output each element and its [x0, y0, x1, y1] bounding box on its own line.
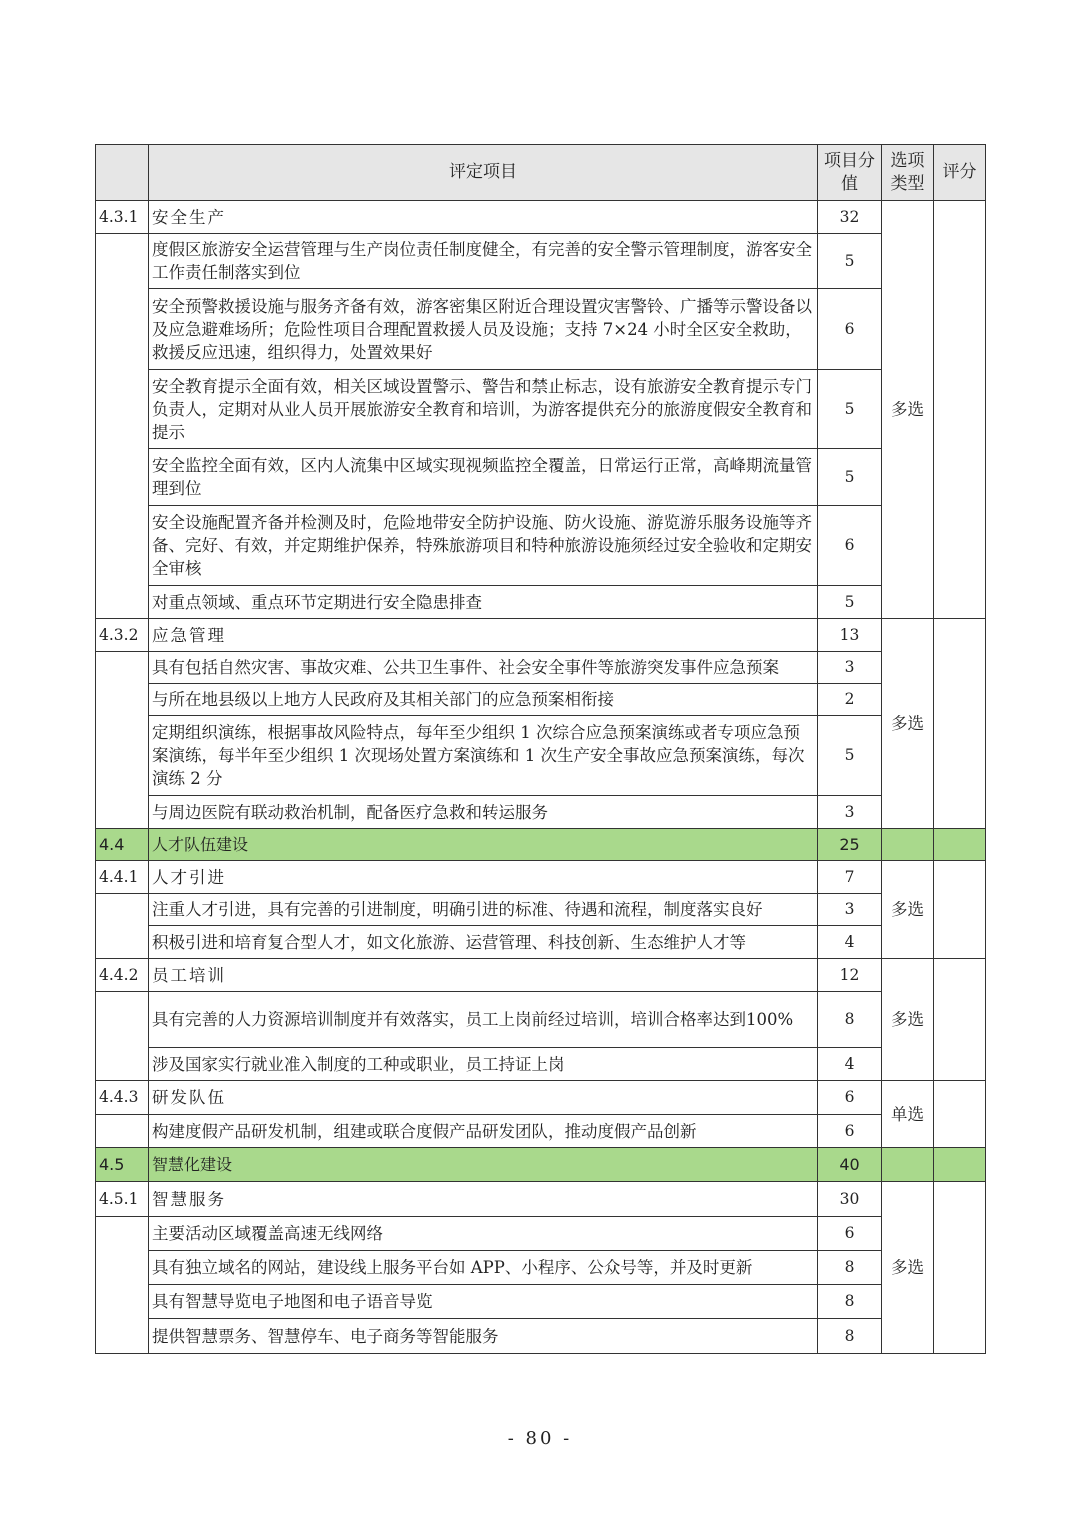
group-code: 4.4.3	[96, 1081, 149, 1115]
item-row	[96, 234, 986, 289]
group-code: 4.3.1	[96, 201, 149, 234]
item-text: 度假区旅游安全运营管理与生产岗位责任制度健全，有完善的安全警示管理制度，游客安全工作责任制落实到位	[149, 234, 818, 289]
header-rating: 评分	[934, 145, 986, 201]
item-score: 5	[818, 586, 882, 619]
item-text: 具有完善的人力资源培训制度并有效落实，员工上岗前经过培训，培训合格率达到100%	[149, 992, 818, 1048]
section-code: 4.4	[96, 829, 149, 861]
item-score: 6	[818, 289, 882, 370]
page-number: - 80 -	[507, 1428, 573, 1449]
item-score: 8	[818, 1251, 882, 1285]
item-row	[96, 992, 986, 1048]
section-rating-cell	[934, 1148, 986, 1182]
item-row	[96, 1251, 986, 1285]
group-score: 7	[818, 861, 882, 894]
item-score: 6	[818, 1217, 882, 1251]
item-row	[96, 1285, 986, 1319]
item-text: 主要活动区域覆盖高速无线网络	[149, 1217, 818, 1251]
group-code: 4.5.1	[96, 1182, 149, 1217]
option-type: 多选	[882, 619, 934, 829]
group-code: 4.3.2	[96, 619, 149, 652]
item-row	[96, 370, 986, 449]
item-score: 6	[818, 506, 882, 586]
group-title-row	[96, 959, 986, 992]
group-code: 4.4.1	[96, 861, 149, 894]
item-row	[96, 1115, 986, 1148]
group-title: 员工培训	[149, 959, 818, 992]
option-type: 多选	[882, 1182, 934, 1354]
group-score: 6	[818, 1081, 882, 1115]
item-text: 注重人才引进，具有完善的引进制度，明确引进的标准、待遇和流程，制度落实良好	[149, 894, 818, 926]
item-row	[96, 684, 986, 716]
option-type: 单选	[882, 1081, 934, 1148]
section-title: 人才队伍建设	[149, 829, 818, 861]
rating-cell	[934, 959, 986, 1081]
group-title-row	[96, 861, 986, 894]
item-text: 安全预警救援设施与服务齐备有效，游客密集区附近合理设置灾害警铃、广播等示警设备以及应急避难场所；危险性项目合理配置救援人员及设施；支持 7×24 小时全区安全救助，救援反应迅速，组织得力，处置效果好	[149, 289, 818, 370]
group-title-row	[96, 1182, 986, 1217]
header-type: 选项类型	[882, 145, 934, 201]
option-type: 多选	[882, 201, 934, 619]
item-row	[96, 716, 986, 796]
item-row	[96, 796, 986, 829]
rating-cell	[934, 201, 986, 619]
header-score: 项目分值	[818, 145, 882, 201]
item-score: 8	[818, 1319, 882, 1354]
group-title: 安全生产	[149, 201, 818, 234]
item-text: 安全教育提示全面有效，相关区域设置警示、警告和禁止标志，设有旅游安全教育提示专门负责人，定期对从业人员开展旅游安全教育和培训，为游客提供充分的旅游度假安全教育和提示	[149, 370, 818, 449]
rating-cell	[934, 861, 986, 959]
item-score: 5	[818, 716, 882, 796]
item-text: 对重点领域、重点环节定期进行安全隐患排查	[149, 586, 818, 619]
code-spacer	[96, 992, 149, 1081]
rating-cell	[934, 1081, 986, 1148]
item-row	[96, 506, 986, 586]
item-text: 积极引进和培育复合型人才，如文化旅游、运营管理、科技创新、生态维护人才等	[149, 926, 818, 959]
item-text: 具有独立域名的网站，建设线上服务平台如 APP、小程序、公众号等，并及时更新	[149, 1251, 818, 1285]
option-type: 多选	[882, 959, 934, 1081]
group-title-row	[96, 1081, 986, 1115]
item-text: 涉及国家实行就业准入制度的工种或职业，员工持证上岗	[149, 1048, 818, 1081]
group-title: 应急管理	[149, 619, 818, 652]
group-score: 13	[818, 619, 882, 652]
item-score: 5	[818, 234, 882, 289]
item-score: 3	[818, 894, 882, 926]
group-title-row	[96, 201, 986, 234]
header-code	[96, 145, 149, 201]
section-row	[96, 829, 986, 861]
code-spacer	[96, 652, 149, 829]
group-code: 4.4.2	[96, 959, 149, 992]
rating-cell	[934, 1182, 986, 1354]
section-row	[96, 1148, 986, 1182]
code-spacer	[96, 1115, 149, 1148]
section-score: 25	[818, 829, 882, 861]
item-score: 4	[818, 1048, 882, 1081]
group-score: 30	[818, 1182, 882, 1217]
item-text: 提供智慧票务、智慧停车、电子商务等智能服务	[149, 1319, 818, 1354]
item-row	[96, 926, 986, 959]
item-text: 与周边医院有联动救治机制，配备医疗急救和转运服务	[149, 796, 818, 829]
item-text: 与所在地县级以上地方人民政府及其相关部门的应急预案相衔接	[149, 684, 818, 716]
group-title-row	[96, 619, 986, 652]
item-text: 具有包括自然灾害、事故灾难、公共卫生事件、社会安全事件等旅游突发事件应急预案	[149, 652, 818, 684]
item-text: 定期组织演练，根据事故风险特点，每年至少组织 1 次综合应急预案演练或者专项应急预案演练，每半年至少组织 1 次现场处置方案演练和 1 次生产安全事故应急预案演练，每次演练 2 分	[149, 716, 818, 796]
item-row	[96, 894, 986, 926]
item-score: 8	[818, 1285, 882, 1319]
section-code: 4.5	[96, 1148, 149, 1182]
group-title: 智慧服务	[149, 1182, 818, 1217]
item-row	[96, 289, 986, 370]
item-score: 6	[818, 1115, 882, 1148]
group-score: 32	[818, 201, 882, 234]
section-rating-cell	[934, 829, 986, 861]
item-row	[96, 1217, 986, 1251]
section-score: 40	[818, 1148, 882, 1182]
section-type-cell	[882, 1148, 934, 1182]
header-item: 评定项目	[149, 145, 818, 201]
code-spacer	[96, 234, 149, 619]
code-spacer	[96, 894, 149, 959]
item-text: 安全设施配置齐备并检测及时，危险地带安全防护设施、防火设施、游览游乐服务设施等齐备、完好、有效，并定期维护保养，特殊旅游项目和特种旅游设施须经过安全验收和定期安全审核	[149, 506, 818, 586]
item-score: 4	[818, 926, 882, 959]
item-row	[96, 1319, 986, 1354]
item-score: 8	[818, 992, 882, 1048]
item-score: 5	[818, 449, 882, 506]
table-header-row	[96, 145, 986, 201]
item-score: 3	[818, 796, 882, 829]
option-type: 多选	[882, 861, 934, 959]
section-title: 智慧化建设	[149, 1148, 818, 1182]
group-score: 12	[818, 959, 882, 992]
item-text: 构建度假产品研发机制，组建或联合度假产品研发团队，推动度假产品创新	[149, 1115, 818, 1148]
item-score: 5	[818, 370, 882, 449]
item-row	[96, 449, 986, 506]
rating-cell	[934, 619, 986, 829]
item-text: 具有智慧导览电子地图和电子语音导览	[149, 1285, 818, 1319]
item-score: 2	[818, 684, 882, 716]
item-row	[96, 586, 986, 619]
evaluation-table	[95, 144, 986, 1354]
code-spacer	[96, 1217, 149, 1354]
group-title: 人才引进	[149, 861, 818, 894]
item-score: 3	[818, 652, 882, 684]
item-row	[96, 1048, 986, 1081]
section-type-cell	[882, 829, 934, 861]
item-text: 安全监控全面有效，区内人流集中区域实现视频监控全覆盖，日常运行正常，高峰期流量管理到位	[149, 449, 818, 506]
group-title: 研发队伍	[149, 1081, 818, 1115]
item-row	[96, 652, 986, 684]
